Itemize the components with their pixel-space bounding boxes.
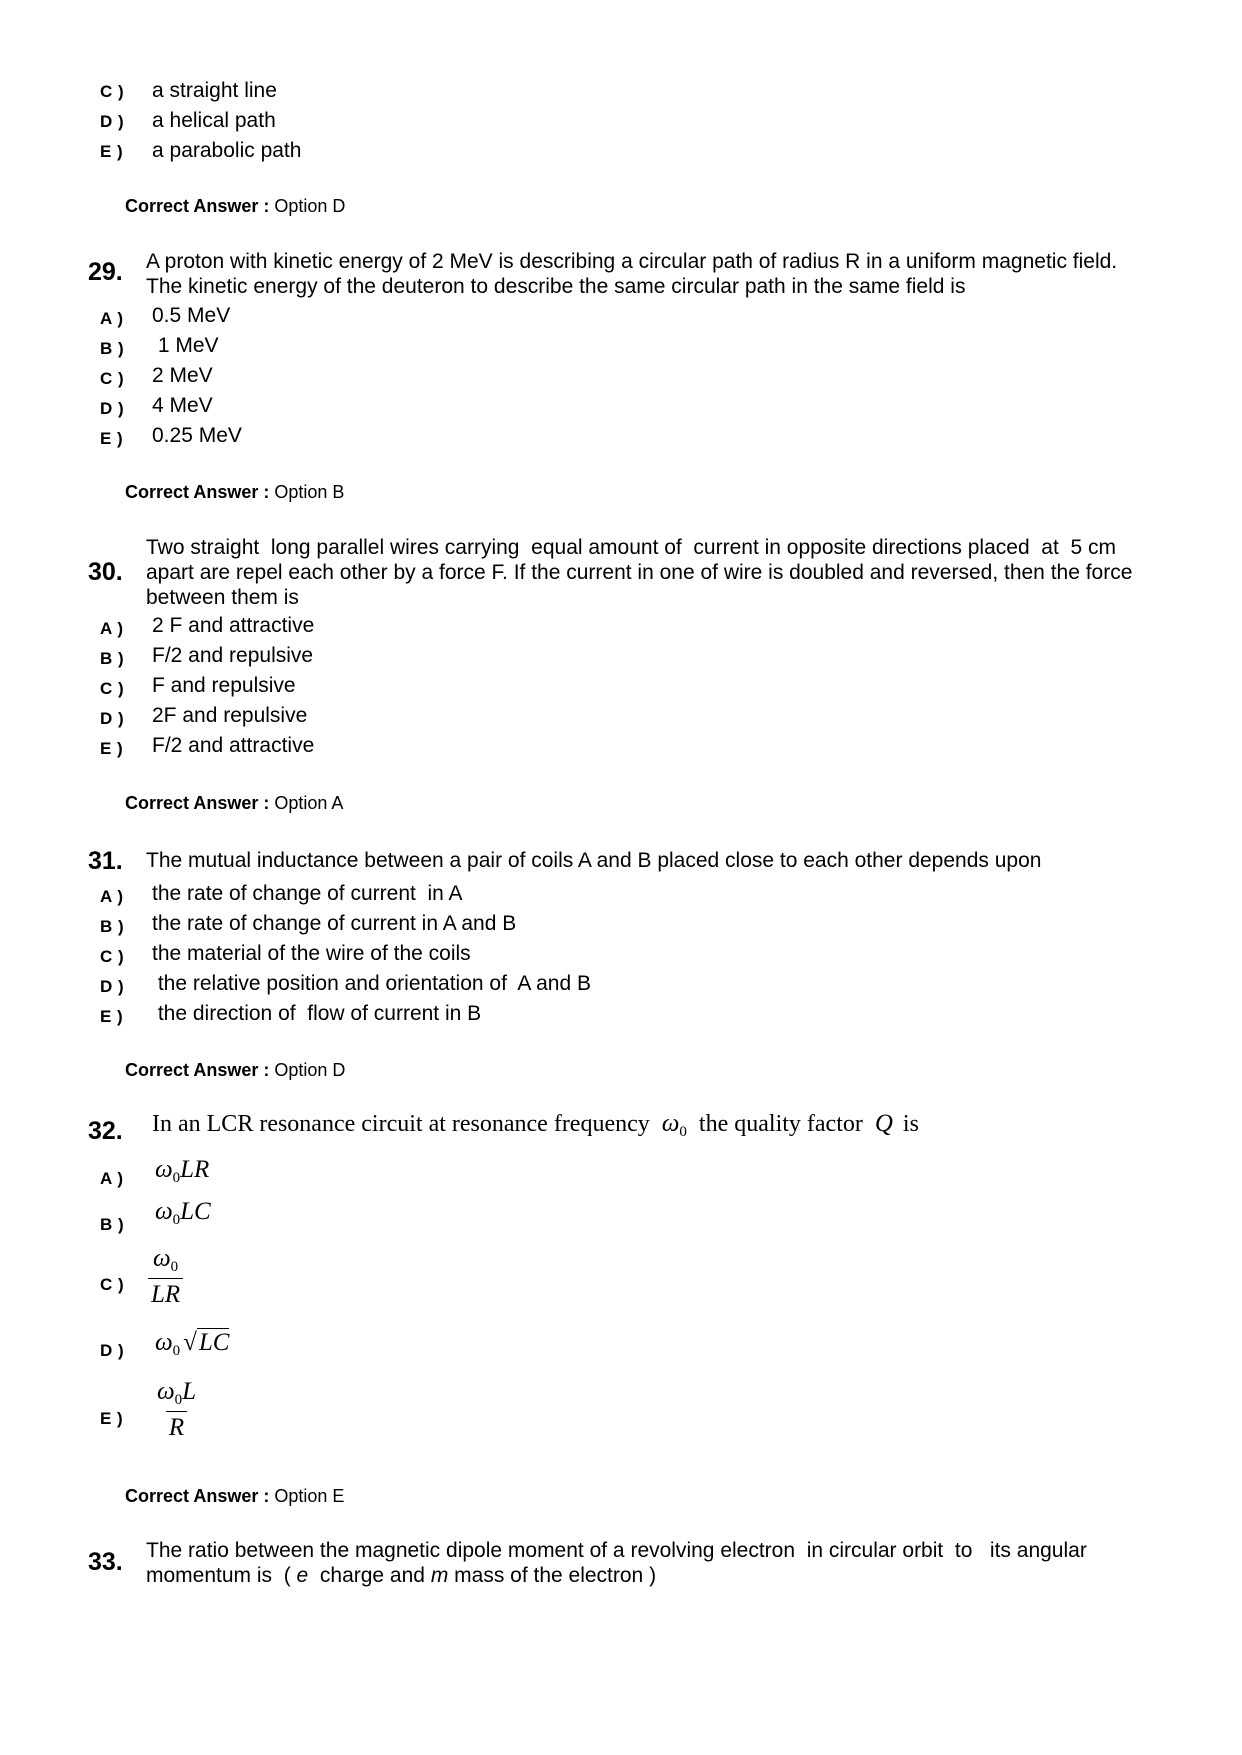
option-text: F and repulsive — [152, 674, 296, 697]
answer-label: Correct Answer : — [125, 1486, 270, 1506]
option-text: 2 F and attractive — [152, 614, 315, 637]
correct-answer — [125, 196, 345, 217]
answer-label: Correct Answer : — [125, 1060, 270, 1080]
option-letter: A ) — [100, 887, 124, 906]
question-line — [146, 1563, 1087, 1588]
option-text: the material of the wire of the coils — [152, 942, 471, 965]
omega-symbol — [661, 1110, 687, 1140]
question-text-part: the quality factor — [698, 1111, 863, 1137]
denominator: LR — [148, 1278, 183, 1309]
option-formula — [154, 1378, 199, 1442]
option-letter: D ) — [100, 1341, 125, 1360]
question-line: The kinetic energy of the deuteron to describe the same circular path in the same field is — [146, 275, 966, 298]
correct-answer — [125, 1486, 344, 1507]
question-number: 31. — [88, 847, 123, 875]
option-letter: E ) — [100, 1409, 124, 1428]
option-text: 4 MeV — [152, 394, 213, 417]
correct-answer — [125, 482, 344, 503]
option-letter: D ) — [100, 112, 125, 131]
option-letter: C ) — [100, 947, 125, 966]
numerator-text: L — [182, 1378, 197, 1405]
subscript-zero: 0 — [172, 1170, 181, 1186]
option-letter: B ) — [100, 339, 125, 358]
sqrt-content: LC — [198, 1329, 230, 1356]
answer-value: Option D — [274, 196, 346, 216]
question-text — [146, 535, 1146, 610]
numerator — [150, 1245, 181, 1278]
option-letter: A ) — [100, 1169, 124, 1188]
question-line: apart are repel each other by a force F. If the current in one of wire is doubled and reversed, then the force — [146, 561, 1133, 584]
option-letter: C ) — [100, 369, 125, 388]
option-letter: E ) — [100, 142, 124, 161]
subscript-zero: 0 — [170, 1259, 179, 1275]
question-line: A proton with kinetic energy of 2 MeV is describing a circular path of radius R in a uniform magnetic field. — [146, 250, 1118, 273]
subscript-zero: 0 — [679, 1124, 687, 1140]
symbol-e: e — [296, 1564, 309, 1587]
question-text-part: momentum is ( — [146, 1564, 297, 1587]
question-number: 29. — [88, 258, 123, 286]
answer-label: Correct Answer : — [125, 482, 270, 502]
question-line: The ratio between the magnetic dipole moment of a revolving electron in circular orbit to its angular — [146, 1539, 1087, 1562]
option-letter: E ) — [100, 1007, 124, 1026]
option-text: a parabolic path — [152, 139, 302, 162]
question-number: 32. — [88, 1117, 123, 1145]
option-text: a helical path — [152, 109, 276, 132]
option-letter: C ) — [100, 679, 125, 698]
question-number: 33. — [88, 1548, 123, 1576]
omega-glyph: ω — [157, 1378, 175, 1405]
option-text: 0.25 MeV — [152, 424, 242, 447]
option-letter: B ) — [100, 649, 125, 668]
option-formula — [148, 1245, 183, 1309]
question-text-part: is — [902, 1111, 919, 1137]
subscript-zero: 0 — [172, 1212, 181, 1228]
question-line: Two straight long parallel wires carrying equal amount of current in opposite directions placed at 5 cm — [146, 536, 1116, 559]
subscript-zero: 0 — [174, 1392, 183, 1408]
q-symbol: Q — [874, 1110, 893, 1137]
symbol-m: m — [430, 1564, 449, 1587]
omega-glyph: ω — [153, 1245, 171, 1272]
question-text — [146, 249, 1146, 299]
answer-value: Option E — [274, 1486, 345, 1506]
option-letter: A ) — [100, 619, 124, 638]
question-text-part: In an LCR resonance circuit at resonance frequency — [152, 1111, 650, 1137]
option-letter: D ) — [100, 977, 125, 996]
omega-glyph: ω — [155, 1156, 173, 1183]
omega-glyph: ω — [155, 1329, 173, 1356]
answer-value: Option D — [274, 1060, 346, 1080]
option-letter: B ) — [100, 1215, 125, 1234]
option-text: the rate of change of current in A — [152, 882, 463, 905]
option-letter: E ) — [100, 739, 124, 758]
numerator — [154, 1378, 199, 1411]
option-letter: D ) — [100, 709, 125, 728]
omega-glyph: ω — [661, 1110, 680, 1137]
question-text — [146, 1538, 1087, 1588]
question-text: The mutual inductance between a pair of coils A and B placed close to each other depends upon — [146, 849, 1042, 872]
option-text: the rate of change of current in A and B — [152, 912, 517, 935]
option-text: the direction of flow of current in B — [152, 1002, 482, 1025]
option-text: a straight line — [152, 79, 277, 102]
option-text: the relative position and orientation of A and B — [152, 972, 591, 995]
fraction — [154, 1378, 199, 1442]
option-letter: B ) — [100, 917, 125, 936]
option-text: 2F and repulsive — [152, 704, 308, 727]
omega-glyph: ω — [155, 1198, 173, 1225]
correct-answer — [125, 1060, 345, 1081]
denominator: R — [166, 1411, 187, 1442]
option-text: F/2 and repulsive — [152, 644, 314, 667]
option-letter: C ) — [100, 1275, 125, 1294]
option-formula — [155, 1156, 209, 1187]
option-letter: A ) — [100, 309, 124, 328]
sqrt-sign: √ — [183, 1329, 197, 1356]
option-text: F/2 and attractive — [152, 734, 315, 757]
subscript-zero: 0 — [172, 1343, 181, 1359]
question-line: between them is — [146, 586, 299, 609]
fraction — [148, 1245, 183, 1309]
option-text: 0.5 MeV — [152, 304, 231, 327]
option-letter: D ) — [100, 399, 125, 418]
answer-label: Correct Answer : — [125, 196, 270, 216]
answer-label: Correct Answer : — [125, 793, 270, 813]
question-number: 30. — [88, 558, 123, 586]
option-letter: E ) — [100, 429, 124, 448]
option-letter: C ) — [100, 82, 125, 101]
question-text — [152, 1110, 919, 1141]
option-text: 2 MeV — [152, 364, 213, 387]
question-text-part: mass of the electron ) — [448, 1564, 657, 1587]
option-formula — [155, 1329, 229, 1360]
formula-text: LR — [180, 1156, 210, 1183]
formula-text: LC — [180, 1198, 211, 1225]
answer-value: Option A — [274, 793, 344, 813]
option-text: 1 MeV — [152, 334, 219, 357]
option-formula — [155, 1198, 211, 1229]
answer-value: Option B — [274, 482, 345, 502]
question-text-part: charge and — [308, 1564, 431, 1587]
correct-answer — [125, 793, 343, 814]
